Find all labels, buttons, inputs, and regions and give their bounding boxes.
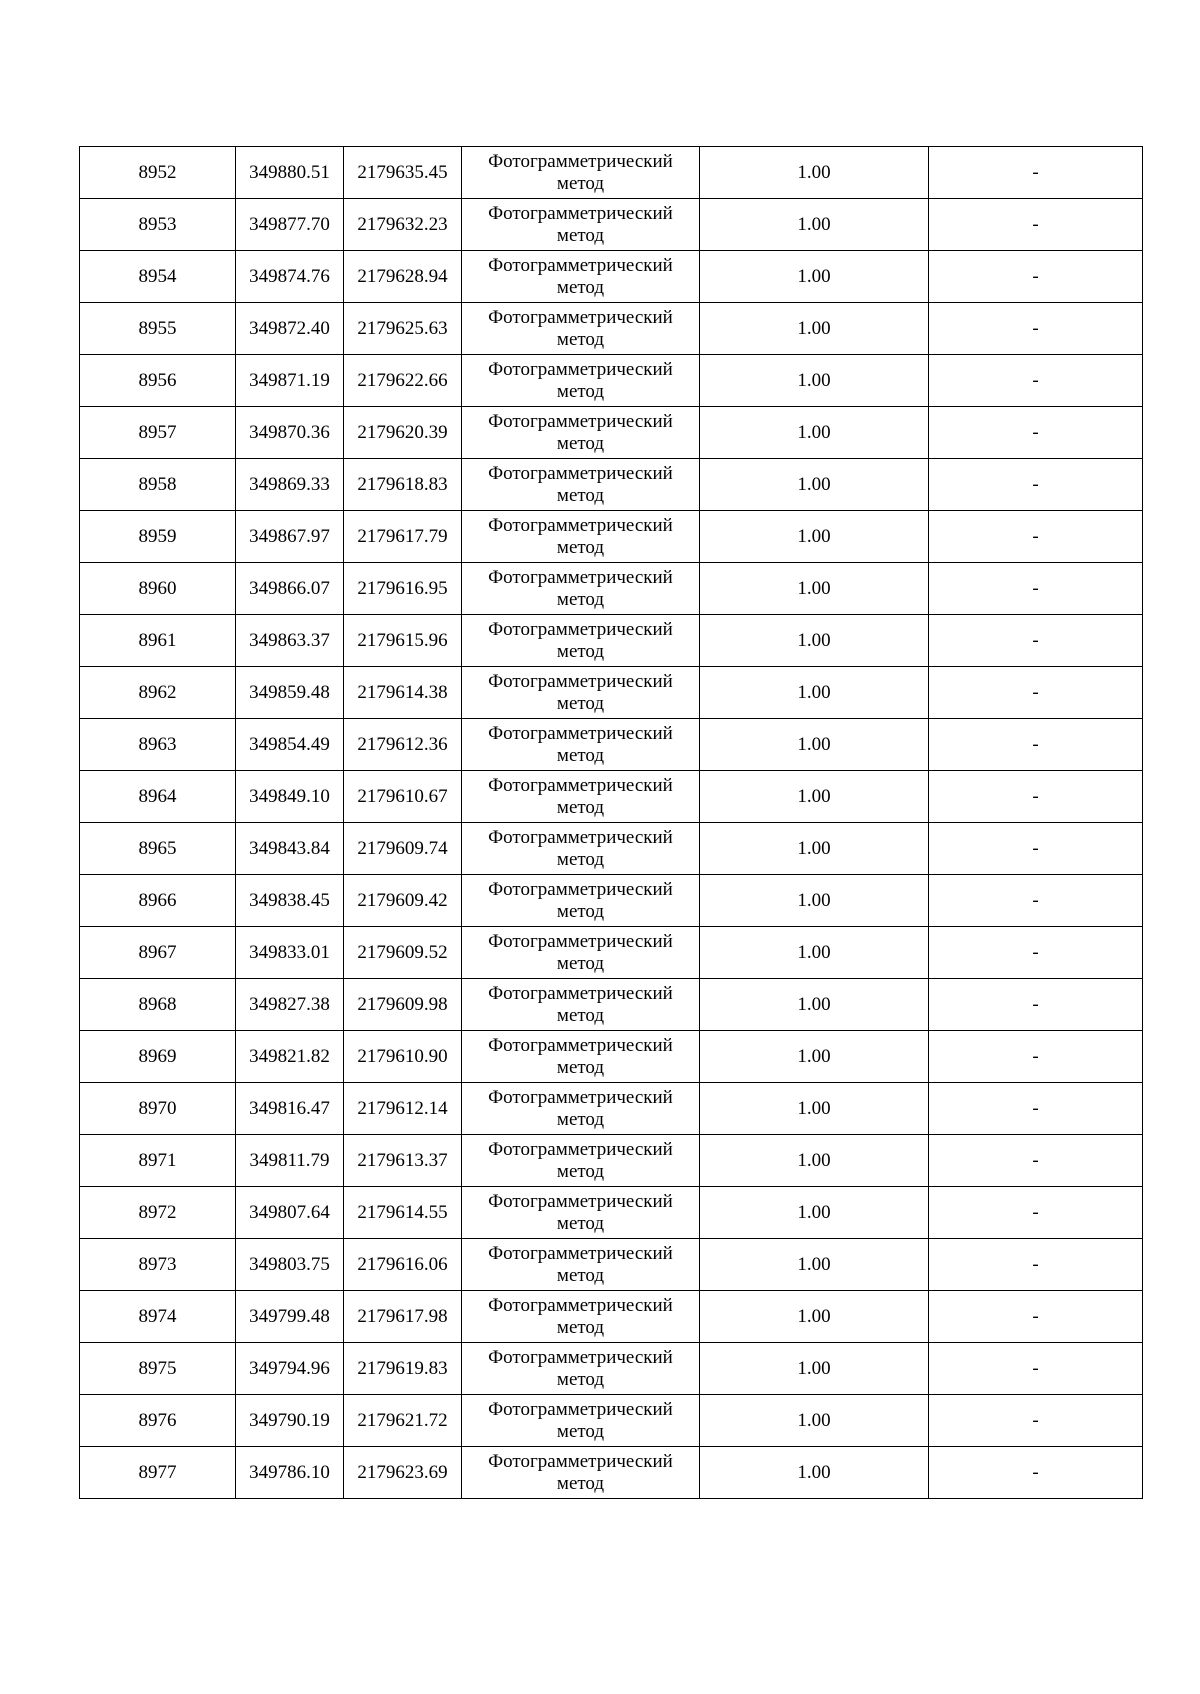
method-line-2: метод — [556, 1108, 605, 1130]
accuracy-cell: 1.00 — [700, 303, 929, 355]
note-cell: - — [929, 303, 1143, 355]
point-number-cell: 8964 — [80, 771, 236, 823]
method-cell — [462, 1343, 700, 1395]
method-line-1: Фотограмметрический — [488, 1398, 673, 1420]
accuracy-cell: 1.00 — [700, 407, 929, 459]
accuracy-cell: 1.00 — [700, 823, 929, 875]
y-coordinate-cell: 2179616.95 — [344, 563, 462, 615]
method-line-2: метод — [556, 1212, 605, 1234]
note-cell: - — [929, 875, 1143, 927]
method-cell — [462, 459, 700, 511]
accuracy-cell: 1.00 — [700, 1083, 929, 1135]
point-number-cell: 8963 — [80, 719, 236, 771]
method-line-2: метод — [556, 952, 605, 974]
y-coordinate-cell: 2179635.45 — [344, 147, 462, 199]
y-coordinate-cell: 2179628.94 — [344, 251, 462, 303]
method-line-2: метод — [556, 1420, 605, 1442]
note-cell: - — [929, 251, 1143, 303]
note-cell: - — [929, 771, 1143, 823]
method-cell — [462, 771, 700, 823]
method-cell — [462, 927, 700, 979]
method-line-2: метод — [556, 1472, 605, 1494]
x-coordinate-cell: 349872.40 — [236, 303, 344, 355]
note-cell: - — [929, 1291, 1143, 1343]
method-cell — [462, 1447, 700, 1499]
x-coordinate-cell: 349807.64 — [236, 1187, 344, 1239]
note-cell: - — [929, 1031, 1143, 1083]
accuracy-cell: 1.00 — [700, 1447, 929, 1499]
accuracy-cell: 1.00 — [700, 615, 929, 667]
y-coordinate-cell: 2179623.69 — [344, 1447, 462, 1499]
y-coordinate-cell: 2179620.39 — [344, 407, 462, 459]
x-coordinate-cell: 349786.10 — [236, 1447, 344, 1499]
point-number-cell: 8972 — [80, 1187, 236, 1239]
method-line-2: метод — [556, 640, 605, 662]
accuracy-cell: 1.00 — [700, 1135, 929, 1187]
method-cell — [462, 199, 700, 251]
point-number-cell: 8953 — [80, 199, 236, 251]
method-line-1: Фотограмметрический — [488, 1242, 673, 1264]
method-line-2: метод — [556, 588, 605, 610]
point-number-cell: 8954 — [80, 251, 236, 303]
y-coordinate-cell: 2179609.52 — [344, 927, 462, 979]
accuracy-cell: 1.00 — [700, 1343, 929, 1395]
table-row — [80, 459, 1143, 511]
x-coordinate-cell: 349859.48 — [236, 667, 344, 719]
method-line-1: Фотограмметрический — [488, 1034, 673, 1056]
method-line-1: Фотограмметрический — [488, 410, 673, 432]
accuracy-cell: 1.00 — [700, 1395, 929, 1447]
method-line-1: Фотограмметрический — [488, 202, 673, 224]
point-number-cell: 8959 — [80, 511, 236, 563]
note-cell: - — [929, 1187, 1143, 1239]
note-cell: - — [929, 199, 1143, 251]
x-coordinate-cell: 349816.47 — [236, 1083, 344, 1135]
point-number-cell: 8973 — [80, 1239, 236, 1291]
y-coordinate-cell: 2179610.67 — [344, 771, 462, 823]
table-row — [80, 511, 1143, 563]
note-cell: - — [929, 615, 1143, 667]
x-coordinate-cell: 349870.36 — [236, 407, 344, 459]
accuracy-cell: 1.00 — [700, 927, 929, 979]
x-coordinate-cell: 349799.48 — [236, 1291, 344, 1343]
method-line-1: Фотограмметрический — [488, 1190, 673, 1212]
x-coordinate-cell: 349803.75 — [236, 1239, 344, 1291]
method-cell — [462, 667, 700, 719]
method-cell — [462, 1135, 700, 1187]
y-coordinate-cell: 2179622.66 — [344, 355, 462, 407]
x-coordinate-cell: 349854.49 — [236, 719, 344, 771]
accuracy-cell: 1.00 — [700, 563, 929, 615]
note-cell: - — [929, 927, 1143, 979]
x-coordinate-cell: 349811.79 — [236, 1135, 344, 1187]
point-number-cell: 8970 — [80, 1083, 236, 1135]
note-cell: - — [929, 511, 1143, 563]
note-cell: - — [929, 1239, 1143, 1291]
method-cell — [462, 303, 700, 355]
note-cell: - — [929, 1395, 1143, 1447]
table-row — [80, 1343, 1143, 1395]
method-line-2: метод — [556, 380, 605, 402]
x-coordinate-cell: 349838.45 — [236, 875, 344, 927]
method-line-1: Фотограмметрический — [488, 254, 673, 276]
point-number-cell: 8965 — [80, 823, 236, 875]
table-row — [80, 719, 1143, 771]
method-line-2: метод — [556, 796, 605, 818]
accuracy-cell: 1.00 — [700, 355, 929, 407]
accuracy-cell: 1.00 — [700, 199, 929, 251]
x-coordinate-cell: 349849.10 — [236, 771, 344, 823]
point-number-cell: 8956 — [80, 355, 236, 407]
accuracy-cell: 1.00 — [700, 771, 929, 823]
method-cell — [462, 719, 700, 771]
y-coordinate-cell: 2179612.36 — [344, 719, 462, 771]
method-cell — [462, 511, 700, 563]
method-line-1: Фотограмметрический — [488, 1138, 673, 1160]
table-row — [80, 407, 1143, 459]
note-cell: - — [929, 1083, 1143, 1135]
table-row — [80, 667, 1143, 719]
accuracy-cell: 1.00 — [700, 147, 929, 199]
table-row — [80, 1187, 1143, 1239]
y-coordinate-cell: 2179621.72 — [344, 1395, 462, 1447]
x-coordinate-cell: 349880.51 — [236, 147, 344, 199]
note-cell: - — [929, 667, 1143, 719]
method-line-1: Фотограмметрический — [488, 358, 673, 380]
method-cell — [462, 1239, 700, 1291]
method-line-2: метод — [556, 744, 605, 766]
method-line-2: метод — [556, 900, 605, 922]
x-coordinate-cell: 349794.96 — [236, 1343, 344, 1395]
table-row — [80, 771, 1143, 823]
point-number-cell: 8955 — [80, 303, 236, 355]
method-line-2: метод — [556, 1056, 605, 1078]
x-coordinate-cell: 349874.76 — [236, 251, 344, 303]
x-coordinate-cell: 349867.97 — [236, 511, 344, 563]
note-cell: - — [929, 147, 1143, 199]
method-line-2: метод — [556, 224, 605, 246]
y-coordinate-cell: 2179625.63 — [344, 303, 462, 355]
method-line-2: метод — [556, 692, 605, 714]
y-coordinate-cell: 2179609.98 — [344, 979, 462, 1031]
y-coordinate-cell: 2179617.79 — [344, 511, 462, 563]
method-line-1: Фотограмметрический — [488, 774, 673, 796]
y-coordinate-cell: 2179614.55 — [344, 1187, 462, 1239]
note-cell: - — [929, 1135, 1143, 1187]
method-cell — [462, 251, 700, 303]
method-line-2: метод — [556, 848, 605, 870]
method-line-1: Фотограмметрический — [488, 150, 673, 172]
accuracy-cell: 1.00 — [700, 1031, 929, 1083]
point-number-cell: 8976 — [80, 1395, 236, 1447]
table-row — [80, 823, 1143, 875]
point-number-cell: 8967 — [80, 927, 236, 979]
y-coordinate-cell: 2179609.42 — [344, 875, 462, 927]
table-row — [80, 1135, 1143, 1187]
method-line-2: метод — [556, 432, 605, 454]
accuracy-cell: 1.00 — [700, 511, 929, 563]
y-coordinate-cell: 2179615.96 — [344, 615, 462, 667]
point-number-cell: 8966 — [80, 875, 236, 927]
x-coordinate-cell: 349871.19 — [236, 355, 344, 407]
method-cell — [462, 355, 700, 407]
point-number-cell: 8975 — [80, 1343, 236, 1395]
method-line-1: Фотограмметрический — [488, 982, 673, 1004]
accuracy-cell: 1.00 — [700, 459, 929, 511]
method-line-1: Фотограмметрический — [488, 566, 673, 588]
accuracy-cell: 1.00 — [700, 1239, 929, 1291]
point-number-cell: 8960 — [80, 563, 236, 615]
y-coordinate-cell: 2179619.83 — [344, 1343, 462, 1395]
x-coordinate-cell: 349866.07 — [236, 563, 344, 615]
method-line-1: Фотограмметрический — [488, 1450, 673, 1472]
y-coordinate-cell: 2179618.83 — [344, 459, 462, 511]
method-line-1: Фотограмметрический — [488, 878, 673, 900]
method-cell — [462, 1187, 700, 1239]
method-line-1: Фотограмметрический — [488, 670, 673, 692]
y-coordinate-cell: 2179612.14 — [344, 1083, 462, 1135]
table-row — [80, 303, 1143, 355]
accuracy-cell: 1.00 — [700, 1187, 929, 1239]
accuracy-cell: 1.00 — [700, 251, 929, 303]
method-line-1: Фотограмметрический — [488, 826, 673, 848]
method-line-2: метод — [556, 1004, 605, 1026]
method-line-2: метод — [556, 536, 605, 558]
method-line-1: Фотограмметрический — [488, 722, 673, 744]
method-line-2: метод — [556, 276, 605, 298]
method-cell — [462, 1291, 700, 1343]
table-row — [80, 1239, 1143, 1291]
table-row — [80, 1291, 1143, 1343]
accuracy-cell: 1.00 — [700, 719, 929, 771]
note-cell: - — [929, 563, 1143, 615]
y-coordinate-cell: 2179610.90 — [344, 1031, 462, 1083]
y-coordinate-cell: 2179609.74 — [344, 823, 462, 875]
note-cell: - — [929, 407, 1143, 459]
method-cell — [462, 1395, 700, 1447]
method-line-2: метод — [556, 1160, 605, 1182]
point-number-cell: 8974 — [80, 1291, 236, 1343]
table-row — [80, 875, 1143, 927]
table-row — [80, 1031, 1143, 1083]
method-line-1: Фотограмметрический — [488, 462, 673, 484]
x-coordinate-cell: 349863.37 — [236, 615, 344, 667]
method-line-2: метод — [556, 1264, 605, 1286]
method-line-1: Фотограмметрический — [488, 514, 673, 536]
table-row — [80, 251, 1143, 303]
table-row — [80, 1083, 1143, 1135]
method-line-1: Фотограмметрический — [488, 1086, 673, 1108]
x-coordinate-cell: 349869.33 — [236, 459, 344, 511]
method-line-2: метод — [556, 328, 605, 350]
method-cell — [462, 979, 700, 1031]
table-row — [80, 355, 1143, 407]
method-cell — [462, 563, 700, 615]
method-cell — [462, 1031, 700, 1083]
method-line-2: метод — [556, 484, 605, 506]
method-line-2: метод — [556, 1316, 605, 1338]
method-line-2: метод — [556, 172, 605, 194]
method-cell — [462, 147, 700, 199]
point-number-cell: 8969 — [80, 1031, 236, 1083]
note-cell: - — [929, 979, 1143, 1031]
table-row — [80, 615, 1143, 667]
x-coordinate-cell: 349821.82 — [236, 1031, 344, 1083]
table-row — [80, 147, 1143, 199]
point-number-cell: 8971 — [80, 1135, 236, 1187]
table-row — [80, 927, 1143, 979]
method-line-1: Фотограмметрический — [488, 1346, 673, 1368]
x-coordinate-cell: 349877.70 — [236, 199, 344, 251]
table-row — [80, 199, 1143, 251]
accuracy-cell: 1.00 — [700, 875, 929, 927]
table-row — [80, 1395, 1143, 1447]
accuracy-cell: 1.00 — [700, 979, 929, 1031]
y-coordinate-cell: 2179632.23 — [344, 199, 462, 251]
y-coordinate-cell: 2179616.06 — [344, 1239, 462, 1291]
method-line-1: Фотограмметрический — [488, 1294, 673, 1316]
point-number-cell: 8952 — [80, 147, 236, 199]
x-coordinate-cell: 349790.19 — [236, 1395, 344, 1447]
point-number-cell: 8961 — [80, 615, 236, 667]
table-row — [80, 563, 1143, 615]
y-coordinate-cell: 2179613.37 — [344, 1135, 462, 1187]
point-number-cell: 8962 — [80, 667, 236, 719]
note-cell: - — [929, 1447, 1143, 1499]
table-row — [80, 979, 1143, 1031]
method-line-1: Фотограмметрический — [488, 618, 673, 640]
coordinates-table-body — [80, 147, 1143, 1499]
accuracy-cell: 1.00 — [700, 1291, 929, 1343]
note-cell: - — [929, 823, 1143, 875]
method-cell — [462, 875, 700, 927]
point-number-cell: 8977 — [80, 1447, 236, 1499]
accuracy-cell: 1.00 — [700, 667, 929, 719]
method-cell — [462, 1083, 700, 1135]
note-cell: - — [929, 355, 1143, 407]
point-number-cell: 8968 — [80, 979, 236, 1031]
x-coordinate-cell: 349843.84 — [236, 823, 344, 875]
method-cell — [462, 823, 700, 875]
coordinates-table — [79, 146, 1143, 1499]
note-cell: - — [929, 1343, 1143, 1395]
note-cell: - — [929, 459, 1143, 511]
y-coordinate-cell: 2179614.38 — [344, 667, 462, 719]
x-coordinate-cell: 349833.01 — [236, 927, 344, 979]
method-cell — [462, 407, 700, 459]
note-cell: - — [929, 719, 1143, 771]
method-line-1: Фотограмметрический — [488, 930, 673, 952]
x-coordinate-cell: 349827.38 — [236, 979, 344, 1031]
table-row — [80, 1447, 1143, 1499]
y-coordinate-cell: 2179617.98 — [344, 1291, 462, 1343]
point-number-cell: 8958 — [80, 459, 236, 511]
method-line-1: Фотограмметрический — [488, 306, 673, 328]
point-number-cell: 8957 — [80, 407, 236, 459]
method-cell — [462, 615, 700, 667]
method-line-2: метод — [556, 1368, 605, 1390]
